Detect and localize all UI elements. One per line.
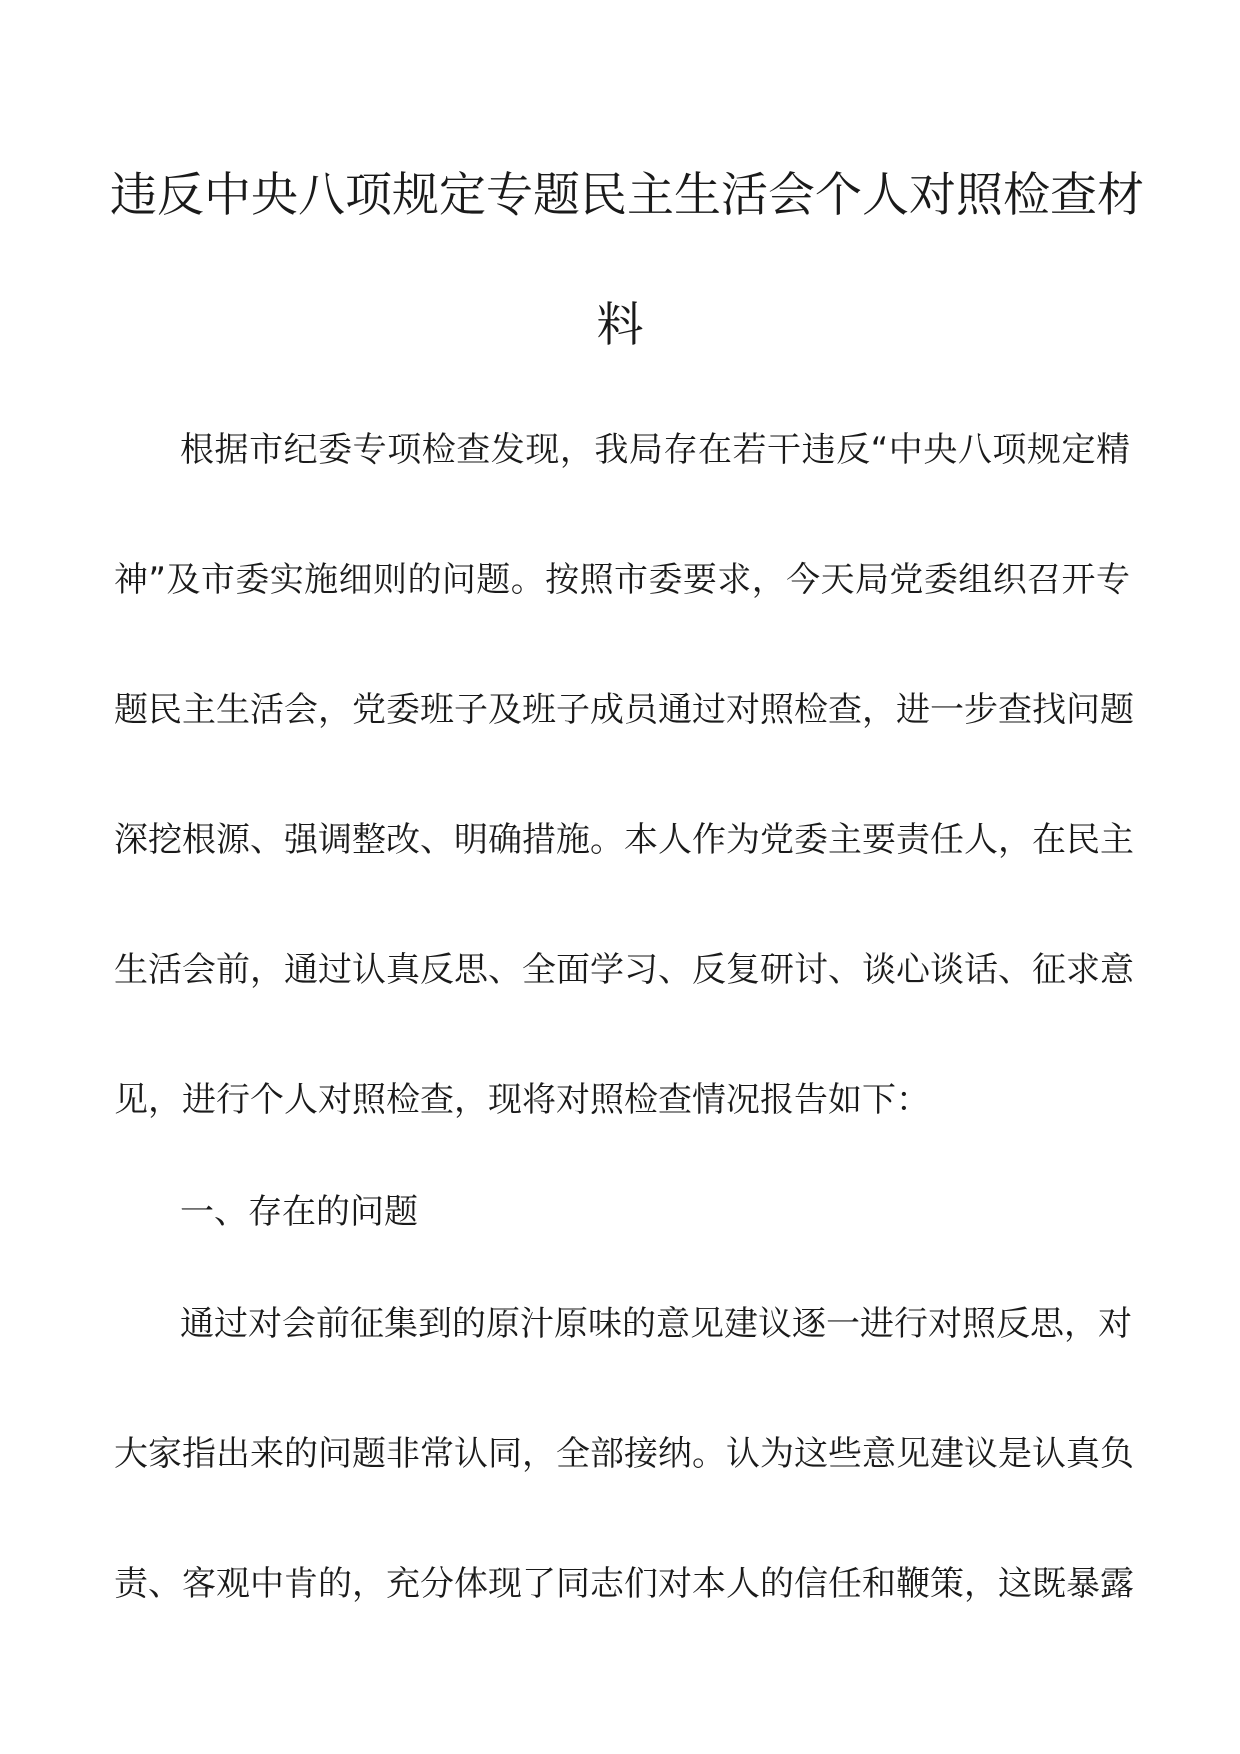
section-heading: 一、存在的问题 <box>180 1192 418 1232</box>
paragraph-line: 根据市纪委专项检查发现，我局存在若干违反“中央八项规定精 <box>180 430 1130 470</box>
paragraph-line: 生活会前，通过认真反思、全面学习、反复研讨、谈心谈话、征求意 <box>114 950 1134 990</box>
paragraph-line: 责、客观中肯的，充分体现了同志们对本人的信任和鞭策，这既暴露 <box>114 1564 1134 1604</box>
paragraph-line: 深挖根源、强调整改、明确措施。本人作为党委主要责任人，在民主 <box>114 820 1134 860</box>
document-title-line-2: 料 <box>596 298 644 353</box>
paragraph-line: 神”及市委实施细则的问题。按照市委要求，今天局党委组织召开专 <box>114 560 1130 600</box>
paragraph-line: 题民主生活会，党委班子及班子成员通过对照检查，进一步查找问题 <box>114 690 1134 730</box>
document-title-line-1: 违反中央八项规定专题民主生活会个人对照检查材 <box>110 168 1144 223</box>
paragraph-line: 通过对会前征集到的原汁原味的意见建议逐一进行对照反思，对 <box>180 1304 1132 1344</box>
paragraph-line: 见，进行个人对照检查，现将对照检查情况报告如下： <box>114 1080 930 1120</box>
paragraph-line: 大家指出来的问题非常认同，全部接纳。认为这些意见建议是认真负 <box>114 1434 1134 1474</box>
